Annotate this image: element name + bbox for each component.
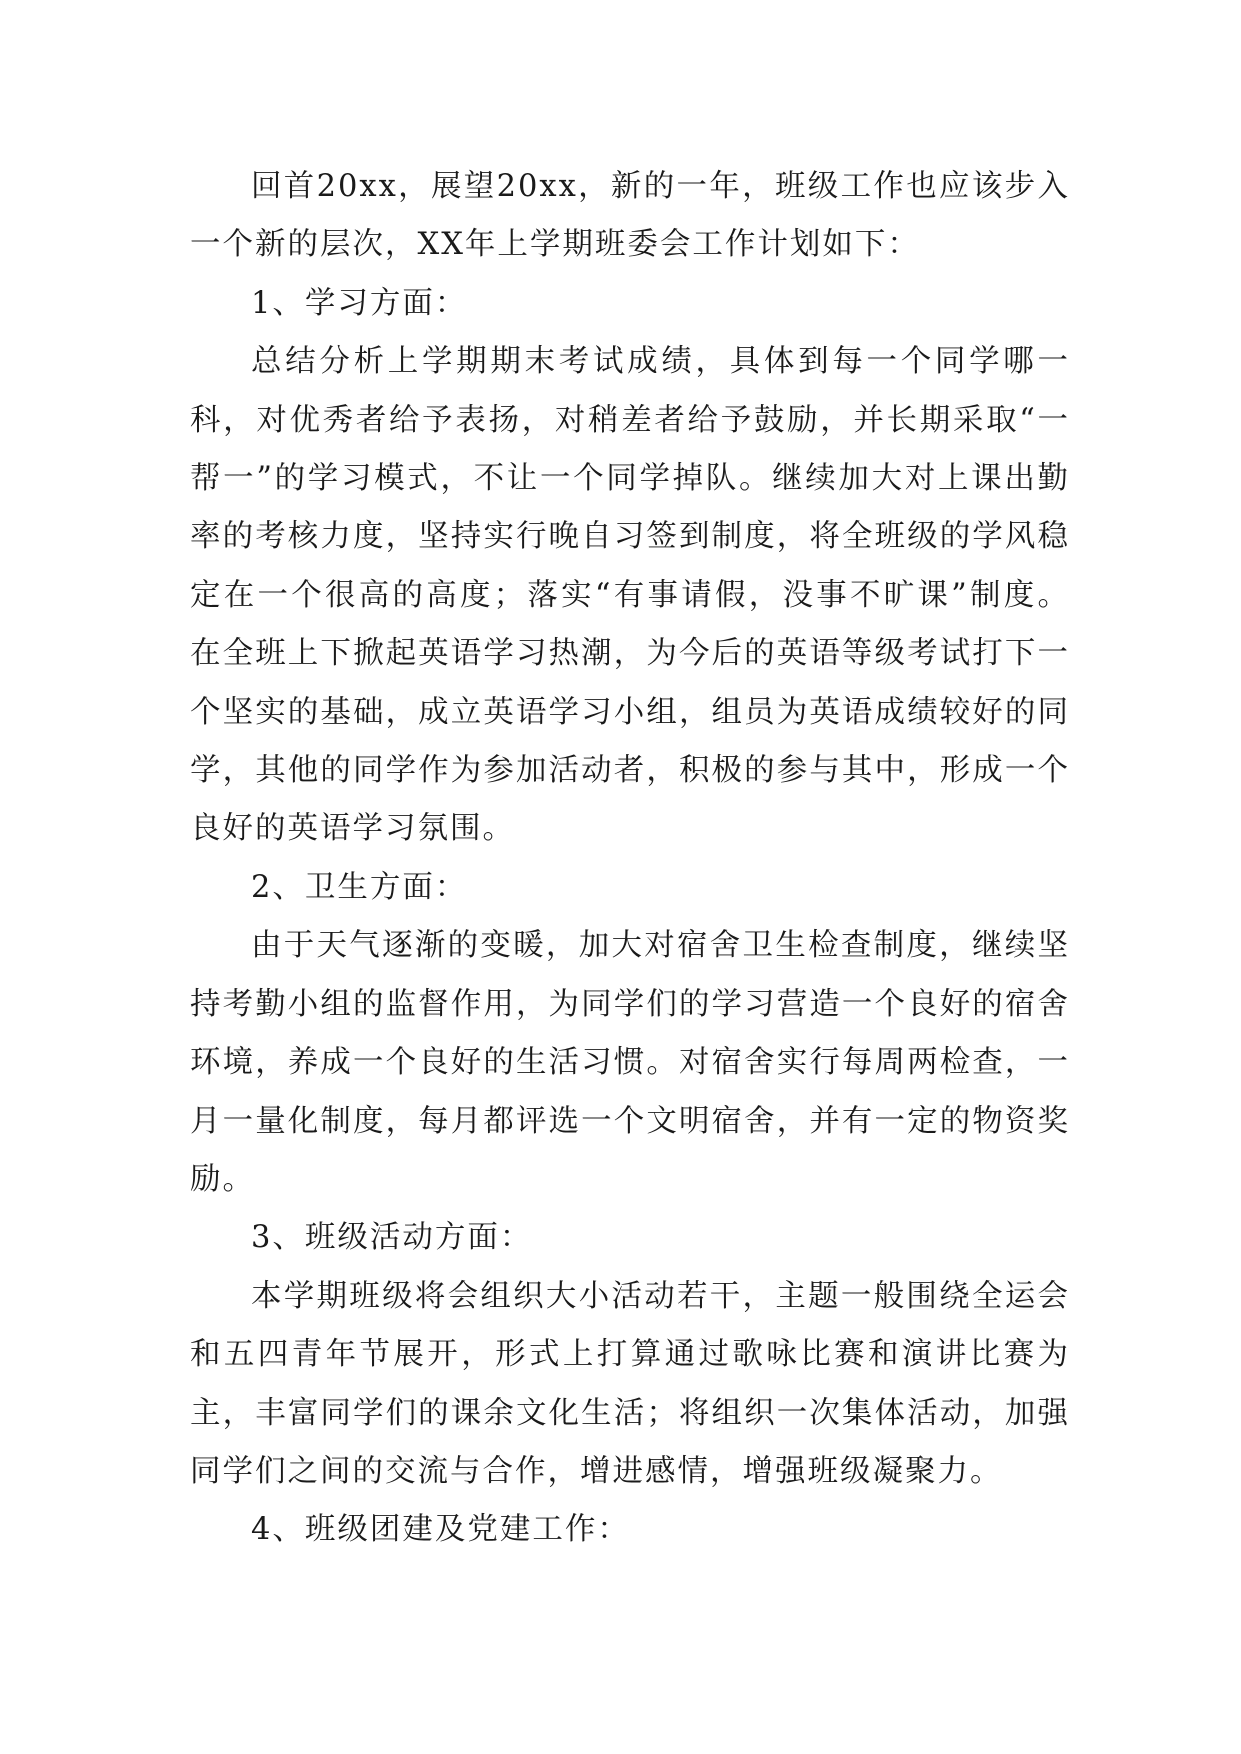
section-heading-activities: 3、班级活动方面：: [251, 1220, 533, 1256]
intro-paragraph: 回首20xx，展望20xx，新的一年，班级工作也应该步入一个新的层次，XX年上学期班委会工作计划如下：: [190, 169, 1070, 263]
study-paragraph: 总结分析上学期期末考试成绩，具体到每一个同学哪一科，对优秀者给予表扬，对稍差者给予鼓励，并长期采取“一帮一”的学习模式，不让一个同学掉队。继续加大对上课出勤率的考核力度，坚持实行晚自习签到制度，将全班级的学风稳定在一个很高的高度；落实“有事请假，没事不旷课”制度。在全班上下掀起英语学习热潮，为今后的英语等级考试打下一个坚实的基础，成立英语学习小组，组员为英语成绩较好的同学，其他的同学作为参加活动者，积极的参与其中，形成一个良好的英语学习氛围。: [190, 344, 1070, 847]
section-heading-league-party: 4、班级团建及党建工作：: [251, 1512, 630, 1548]
section-heading-study: 1、学习方面：: [251, 285, 468, 321]
section-heading-hygiene: 2、卫生方面：: [251, 869, 468, 905]
hygiene-paragraph: 由于天气逐渐的变暖，加大对宿舍卫生检查制度，继续坚持考勤小组的监督作用，为同学们的学习营造一个良好的宿舍环境，养成一个良好的生活习惯。对宿舍实行每周两检查，一月一量化制度，每月都评选一个文明宿舍，并有一定的物资奖励。: [190, 928, 1070, 1197]
activities-paragraph: 本学期班级将会组织大小活动若干，主题一般围绕全运会和五四青年节展开，形式上打算通过歌咏比赛和演讲比赛为主，丰富同学们的课余文化生活；将组织一次集体活动，加强同学们之间的交流与合作，增进感情，增强班级凝聚力。: [190, 1278, 1070, 1489]
document-body: [190, 158, 1070, 1560]
